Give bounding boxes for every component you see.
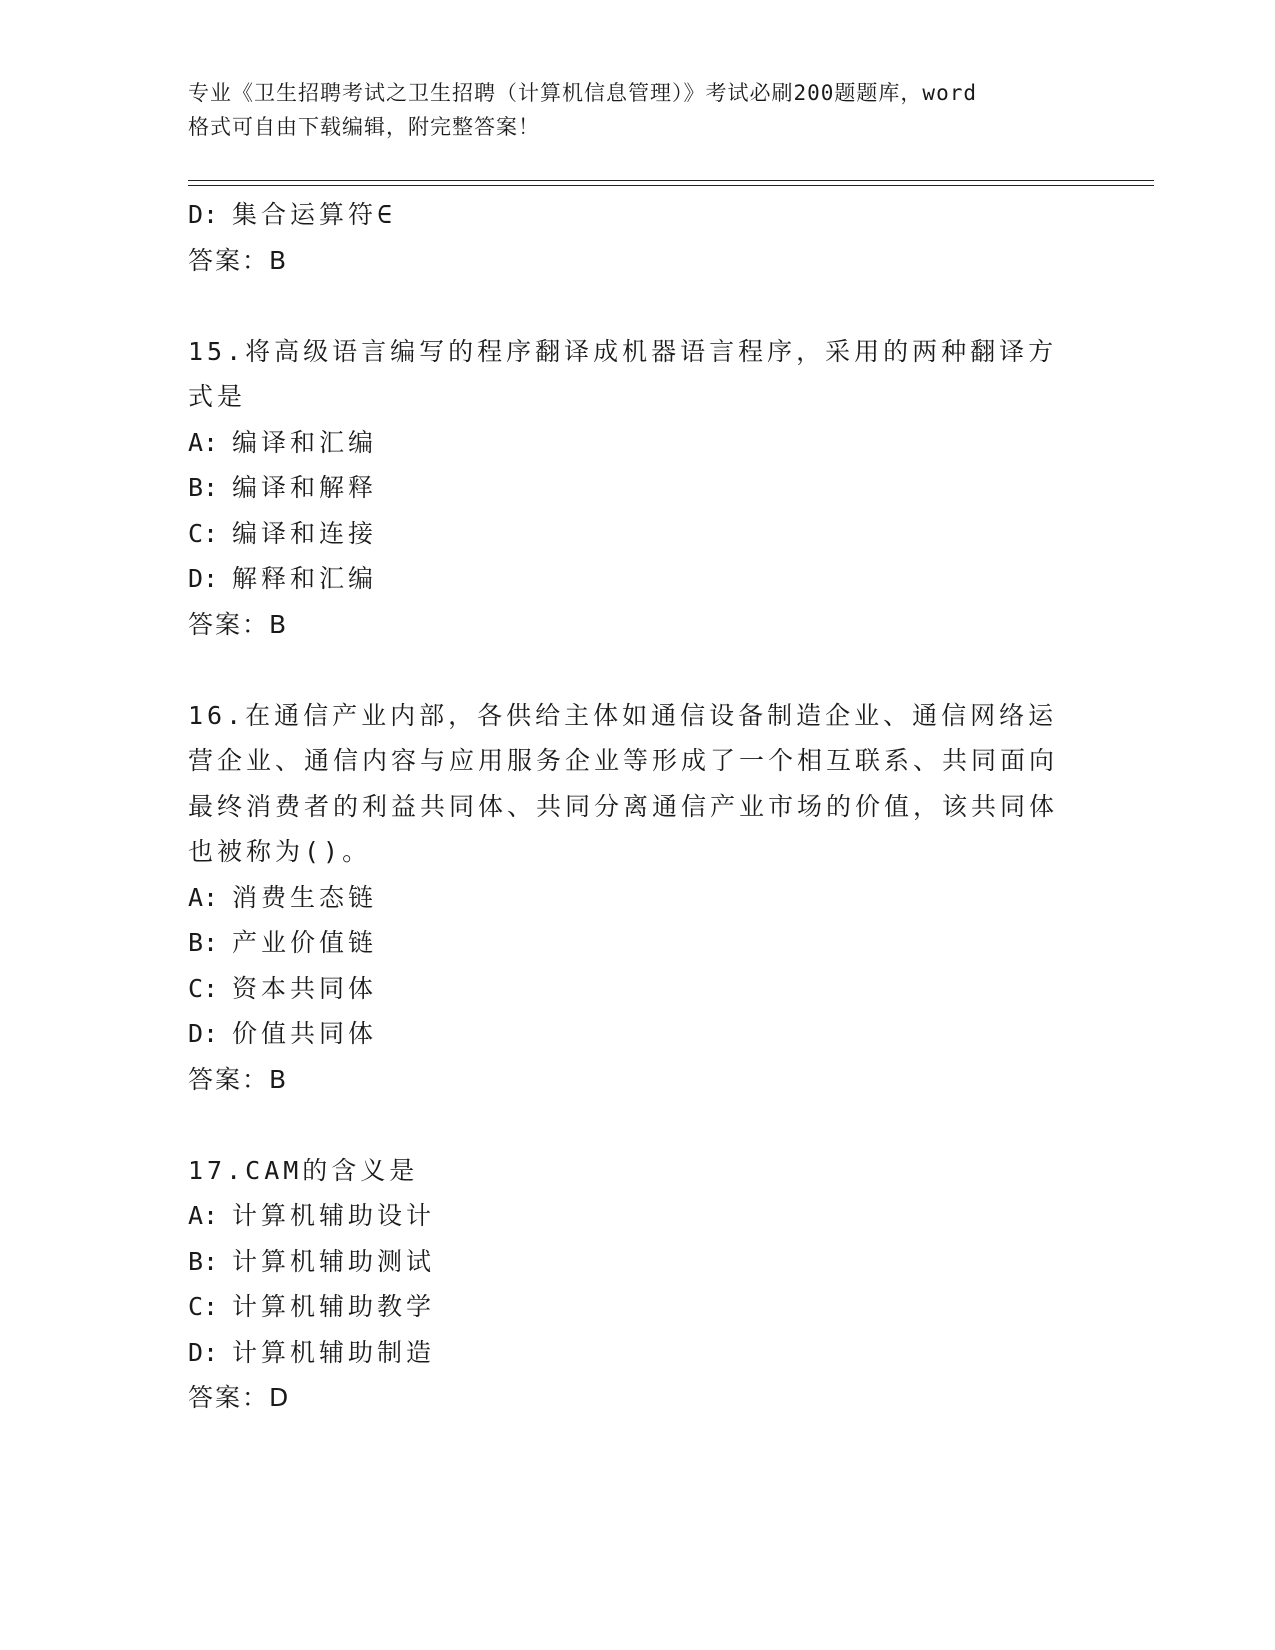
question-16-option-d (188, 1011, 1088, 1057)
question-17-option-a (188, 1193, 1088, 1239)
option-label: D: (188, 200, 219, 229)
prev-question-option-d (188, 192, 1088, 238)
question-15-option-c (188, 511, 1088, 557)
option-text: 消费生态链 (232, 882, 378, 912)
question-16-text: 16.在通信产业内部，各供给主体如通信设备制造企业、通信网络运营企业、通信内容与应用服务企业等形成了一个相互联系、共同面向最终消费者的利益共同体、共同分离通信产业市场的价值，该共同体也被称为()。 (188, 700, 1059, 866)
option-text: 价值共同体 (232, 1019, 378, 1048)
document-header (188, 76, 1108, 144)
option-label: B: (188, 1246, 219, 1276)
header-divider-top (188, 180, 1154, 181)
option-label: D: (188, 1019, 219, 1048)
option-label: C: (188, 973, 219, 1003)
option-text: 集合运算符∈ (232, 200, 397, 229)
question-list (188, 192, 1088, 1421)
option-label: C: (188, 518, 219, 548)
question-17-option-b (188, 1239, 1088, 1285)
option-text: 计算机辅助设计 (232, 1201, 436, 1230)
question-15-option-d (188, 556, 1088, 602)
question-17-text: 17.CAM的含义是 (188, 1155, 419, 1185)
question-17-option-d (188, 1330, 1088, 1376)
option-text: 编译和连接 (232, 518, 378, 548)
option-text: 计算机辅助教学 (232, 1292, 436, 1321)
option-text: 解释和汇编 (232, 564, 378, 593)
option-label: D: (188, 564, 219, 593)
question-15-text: 15.将高级语言编写的程序翻译成机器语言程序，采用的两种翻译方式是 (188, 336, 1058, 411)
option-text: 编译和汇编 (232, 427, 378, 457)
spacer (188, 283, 1088, 329)
header-title-line-2: 格式可自由下载编辑，附完整答案！ (188, 115, 540, 139)
option-label: B: (188, 928, 219, 957)
option-text: 计算机辅助制造 (232, 1337, 436, 1367)
question-16-option-b (188, 920, 1088, 966)
option-label: A: (188, 1201, 219, 1230)
question-15-option-b (188, 465, 1088, 511)
spacer (188, 1102, 1088, 1148)
option-label: A: (188, 427, 219, 457)
question-15-answer: 答案：B (188, 609, 289, 639)
prev-question-answer: 答案：B (188, 245, 289, 275)
option-label: D: (188, 1337, 219, 1367)
spacer (188, 647, 1088, 693)
question-16-answer: 答案：B (188, 1064, 289, 1094)
option-label: B: (188, 473, 219, 502)
option-label: A: (188, 882, 219, 912)
option-text: 计算机辅助测试 (232, 1246, 436, 1276)
header-divider-bottom (188, 185, 1154, 186)
option-label: C: (188, 1292, 219, 1321)
question-17-answer: 答案：D (188, 1383, 291, 1412)
option-text: 资本共同体 (232, 973, 378, 1003)
option-text: 产业价值链 (232, 928, 378, 957)
question-16-option-a (188, 875, 1088, 921)
question-17-option-c (188, 1284, 1088, 1330)
header-title-line-1: 专业《卫生招聘考试之卫生招聘（计算机信息管理）》考试必刷200题题库，word (188, 81, 977, 105)
question-15-option-a (188, 420, 1088, 466)
question-16-option-c (188, 966, 1088, 1012)
option-text: 编译和解释 (232, 473, 378, 502)
